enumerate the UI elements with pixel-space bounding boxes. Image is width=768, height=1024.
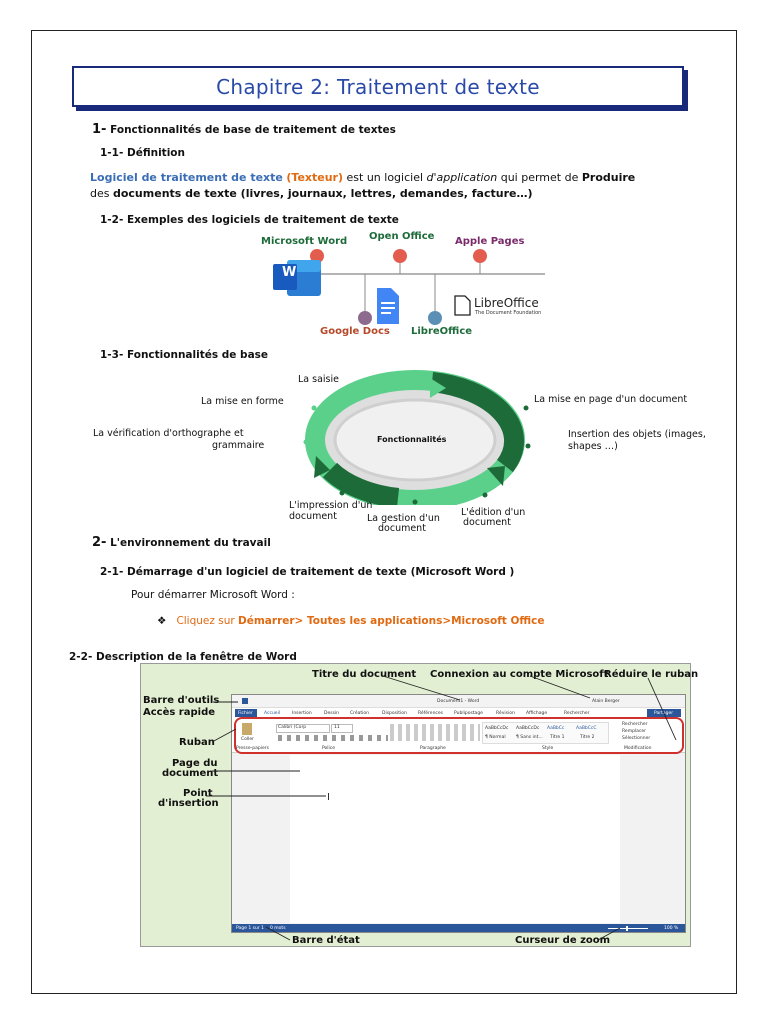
tab-creation[interactable]: Création — [350, 711, 370, 716]
definition-text-5: des — [90, 187, 110, 200]
section-1-title: Fonctionnalités de base de traitement de textes — [110, 124, 396, 136]
tab-fichier-label: Fichier — [238, 711, 253, 716]
group-style: Style — [542, 746, 554, 751]
cycle-label-impr-1: L'impression d'un — [289, 500, 373, 511]
section-1-2-heading: 1-2- Exemples des logiciels de traitement de texte — [100, 214, 399, 226]
annot-etat: Barre d'état — [292, 935, 360, 946]
label-google-docs: Google Docs — [320, 326, 390, 337]
style-name-4: Titre 2 — [580, 735, 595, 740]
annot-zoom: Curseur de zoom — [515, 935, 611, 946]
definition-text-3: qui permet de — [500, 171, 579, 184]
libreoffice-logo-text: LibreOffice — [474, 296, 539, 310]
tab-affichage[interactable]: Affichage — [526, 711, 548, 716]
font-name-value: Calibri (Corp — [278, 725, 307, 730]
annot-page-2: document — [162, 768, 219, 779]
cycle-label-saisie: La saisie — [298, 374, 339, 385]
cycle-center-label: Fonctionnalités — [377, 435, 447, 444]
annot-reduire: Réduire le ruban — [604, 669, 699, 680]
label-open-office: Open Office — [369, 231, 435, 242]
label-apple-pages: Apple Pages — [455, 236, 525, 247]
section-1-number: 1- — [92, 122, 107, 137]
section-2-2-heading: 2-2- Description de la fenêtre de Word — [69, 651, 297, 663]
annot-ruban: Ruban — [179, 737, 215, 748]
style-sample-2: AaBbCcDc — [516, 726, 540, 731]
label-microsoft-word: Microsoft Word — [261, 236, 348, 247]
cycle-label-impr-2: document — [289, 511, 337, 522]
style-sample-4: AaBbCcC — [576, 726, 597, 731]
tab-insertion[interactable]: Insertion — [292, 711, 312, 716]
font-size-value: 11 — [334, 725, 340, 730]
paste-label: Coller — [241, 737, 255, 742]
section-1-1-heading: 1-1- Définition — [100, 147, 185, 159]
word-logo-letter: W — [282, 265, 297, 280]
tab-rechercher[interactable]: Rechercher — [564, 711, 590, 716]
definition-alias: (Texteur) — [286, 171, 344, 184]
start-intro: Pour démarrer Microsoft Word : — [131, 589, 295, 601]
cycle-label-gest-2: document — [378, 523, 426, 534]
section-1-3-heading: 1-3- Fonctionnalités de base — [100, 349, 269, 361]
tab-publipostage[interactable]: Publipostage — [454, 711, 483, 716]
group-presse-papiers: Presse-papiers — [236, 746, 269, 751]
chapter-title: Chapitre 2: Traitement de texte — [216, 74, 540, 99]
edit-selectionner[interactable]: Sélectionner — [622, 736, 651, 741]
status-zoom: 100 % — [664, 926, 679, 931]
tab-revision[interactable]: Révision — [496, 711, 515, 716]
tab-disposition[interactable]: Disposition — [382, 711, 407, 716]
label-libreoffice: LibreOffice — [411, 326, 473, 337]
style-sample-3: AaBbCc — [547, 726, 565, 731]
cycle-label-objets-1: Insertion des objets (images, — [568, 429, 706, 440]
annot-page-1: Page du — [172, 758, 218, 769]
cycle-label-edit-2: document — [463, 517, 511, 528]
bullet-icon: ❖ — [157, 615, 167, 627]
cycle-label-page: La mise en page d'un document — [534, 394, 688, 405]
word-user-name: Alain Berger — [592, 699, 620, 704]
tab-accueil[interactable]: Accueil — [264, 711, 281, 716]
annot-point-2: d'insertion — [158, 798, 219, 809]
cycle-label-verif-2: grammaire — [212, 440, 265, 451]
style-name-2: ¶ Sans int... — [516, 735, 543, 740]
share-button-label: Partager — [654, 711, 674, 716]
annot-titre: Titre du document — [312, 669, 417, 680]
section-2-1-heading: 2-1- Démarrage d'un logiciel de traitement de texte (Microsoft Word ) — [100, 566, 515, 578]
style-name-1: ¶ Normal — [485, 735, 506, 740]
word-doc-title: Document1 - Word — [437, 699, 480, 704]
annot-point-1: Point — [183, 788, 213, 799]
start-click-text: Cliquez sur — [176, 615, 235, 627]
cycle-label-forme: La mise en forme — [201, 396, 284, 407]
libreoffice-logo-subtitle: The Document Foundation — [475, 310, 542, 316]
annot-barre-1: Barre d'outils — [143, 695, 220, 706]
style-sample-1: AaBbCcDc — [485, 726, 509, 731]
definition-text-1: est un logiciel — [346, 171, 424, 184]
annot-barre-2: Accès rapide — [143, 707, 216, 718]
section-2-title: L'environnement du travail — [110, 537, 271, 549]
status-words: 0 mots — [270, 926, 286, 931]
annot-connexion: Connexion au compte Microsoft — [430, 669, 609, 680]
group-modification: Modification — [624, 746, 652, 751]
edit-remplacer[interactable]: Remplacer — [622, 729, 647, 734]
group-police: Police — [322, 746, 336, 751]
edit-rechercher[interactable]: Rechercher — [622, 722, 648, 727]
status-page: Page 1 sur 1 — [236, 926, 264, 931]
group-paragraphe: Paragraphe — [420, 746, 446, 751]
tab-references[interactable]: Références — [418, 711, 444, 716]
style-name-3: Titre 1 — [550, 735, 565, 740]
start-path-text: Démarrer> Toutes les applications>Microsoft Office — [238, 615, 545, 627]
cycle-label-gest-1: La gestion d'un — [367, 513, 440, 524]
definition-text-4: Produire — [581, 171, 636, 184]
definition-text-6: documents de texte (livres, journaux, lettres, demandes, facture…) — [112, 187, 533, 200]
cycle-label-edit-1: L'édition d'un — [461, 507, 526, 518]
cycle-label-objets-2: shapes …) — [568, 441, 618, 452]
cycle-label-verif-1: La vérification d'orthographe et — [93, 428, 244, 439]
section-2-number: 2- — [92, 535, 107, 550]
definition-term: Logiciel de traitement de texte — [90, 171, 283, 184]
tab-dessin[interactable]: Dessin — [324, 711, 340, 716]
definition-text-2: d'application — [426, 171, 498, 184]
